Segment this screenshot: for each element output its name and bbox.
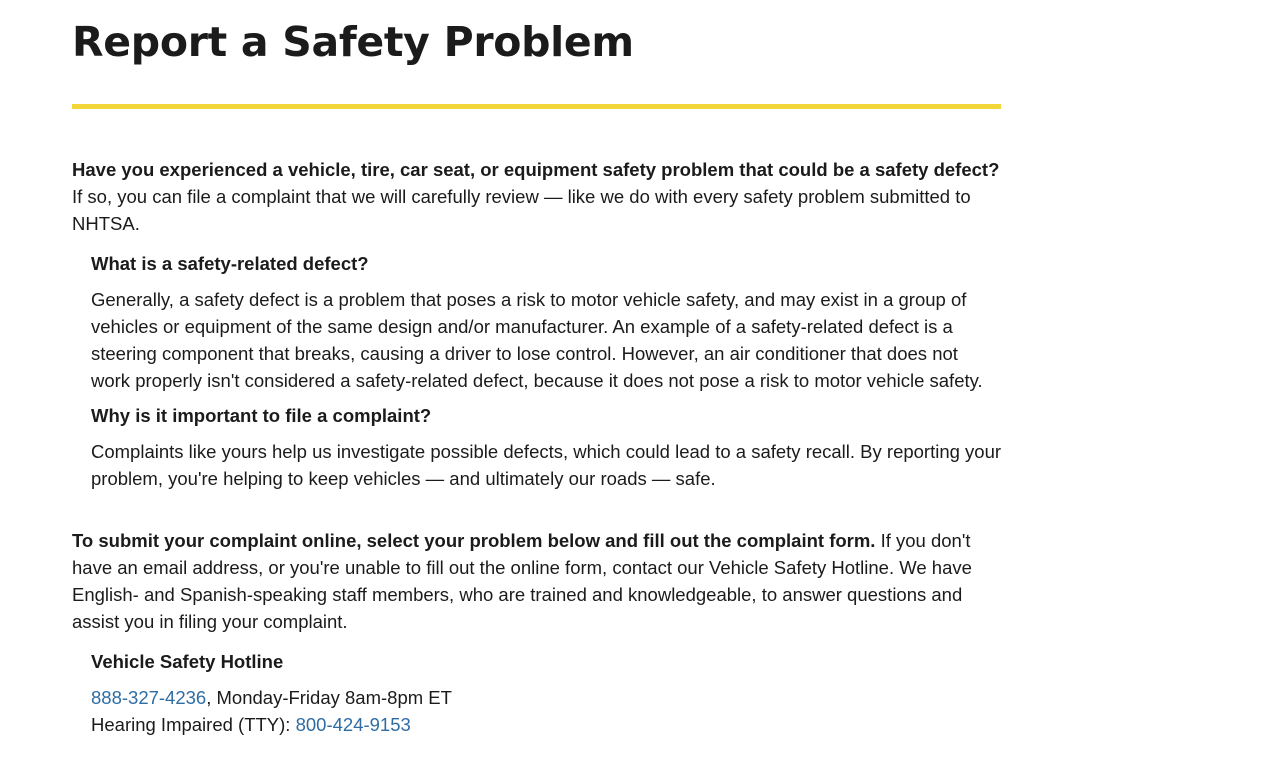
submit-lead: To submit your complaint online, select your problem below and fill out the complaint form. [72, 530, 876, 551]
importance-body: Complaints like yours help us investigate possible defects, which could lead to a safety recall. By reporting your problem, you're helping to keep vehicles — and ultimately our roads — safe. [91, 441, 1002, 489]
hotline-heading: Vehicle Safety Hotline [91, 651, 284, 672]
intro-lead: Have you experienced a vehicle, tire, car seat, or equipment safety problem that could be a safety defect? [72, 159, 1000, 180]
defect-section [72, 250, 1002, 492]
hotline-details [91, 684, 1002, 738]
hotline-phone-link[interactable]: 888-327-4236 [91, 687, 207, 708]
intro-rest: If so, you can file a complaint that we will carefully review — like we do with every safety problem submitted to NHTSA. [72, 186, 971, 234]
title-accent-rule [72, 104, 1001, 109]
tty-label: Hearing Impaired (TTY): [91, 714, 296, 735]
importance-heading: Why is it important to file a complaint? [91, 405, 432, 426]
defect-heading: What is a safety-related defect? [91, 253, 369, 274]
hotline-section [72, 648, 1002, 738]
intro-paragraph [72, 156, 1002, 237]
page-title: Report a Safety Problem [72, 18, 634, 66]
tty-phone-link[interactable]: 800-424-9153 [295, 714, 411, 735]
hotline-hours: , Monday-Friday 8am-8pm ET [206, 687, 452, 708]
submit-rest: If you don't have an email address, or you're unable to fill out the online form, contact our Vehicle Safety Hotline. We have English- and Spanish-speaking staff members, who are trained and knowledgeable, to answer questions and assist you in filing your complaint. [72, 530, 972, 632]
defect-body: Generally, a safety defect is a problem that poses a risk to motor vehicle safety, and may exist in a group of vehicles or equipment of the same design and/or manufacturer. An example of a safety-related defect is a steering component that breaks, causing a driver to lose control. However, an air conditioner that does not work properly isn't considered a safety-related defect, because it does not pose a risk to motor vehicle safety. [91, 289, 983, 391]
main-content [72, 0, 1002, 738]
submit-paragraph [72, 527, 1002, 635]
